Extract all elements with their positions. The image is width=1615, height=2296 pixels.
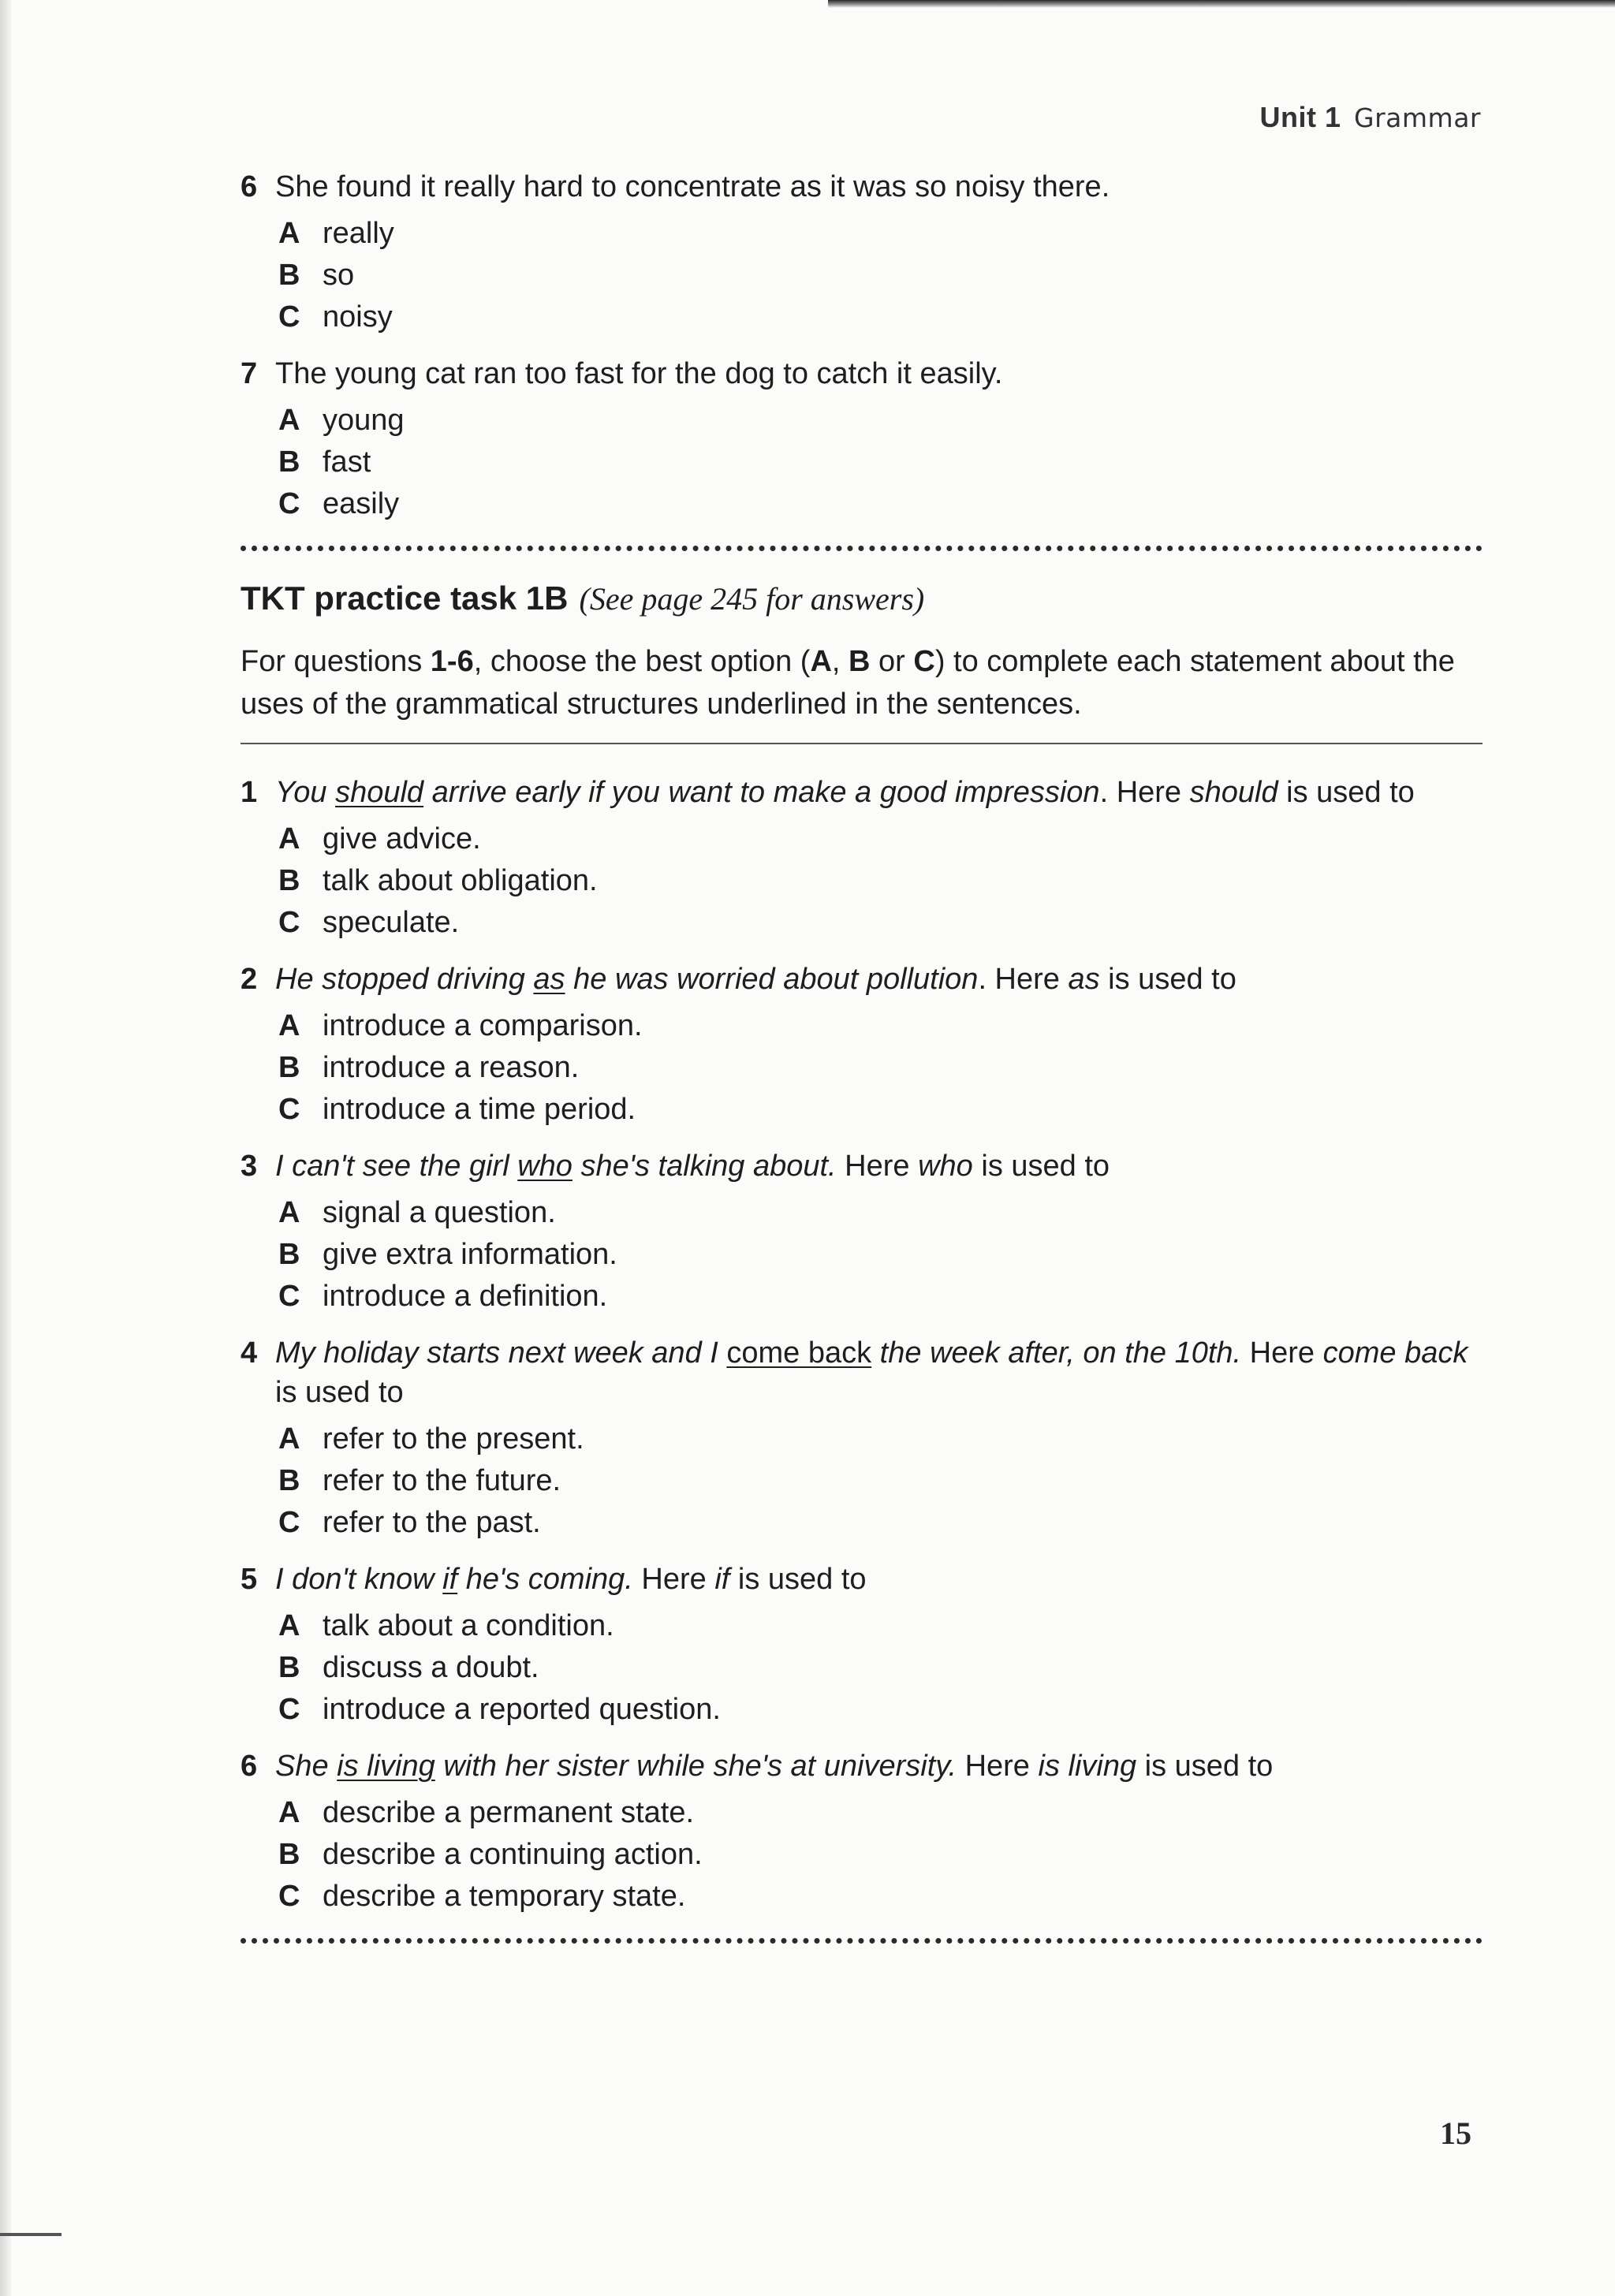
question-text <box>275 773 1483 812</box>
question-stem <box>241 1146 1483 1186</box>
question-text-segment: is living <box>1038 1750 1137 1783</box>
question-number: 3 <box>241 1150 258 1183</box>
option-item <box>278 1689 1483 1731</box>
question-text-segment: he was worried about pollution <box>565 963 979 996</box>
option-text: noisy <box>323 300 393 334</box>
option-letter: C <box>278 300 300 334</box>
horizontal-rule <box>241 743 1483 744</box>
question-block <box>241 1333 1483 1544</box>
option-letter: C <box>278 487 300 520</box>
question-text-segment: I can't see the girl <box>275 1150 518 1183</box>
option-item <box>278 1460 1483 1502</box>
underlined-structure: who <box>517 1150 573 1183</box>
option-item <box>278 400 1483 442</box>
task-instructions <box>241 640 1483 725</box>
option-letter: B <box>278 1838 300 1871</box>
option-letter: B <box>278 1464 300 1497</box>
option-text: talk about a condition. <box>323 1609 614 1642</box>
question-text-segment: come back <box>1322 1336 1468 1370</box>
option-text: refer to the future. <box>323 1464 561 1497</box>
option-item <box>278 1005 1483 1047</box>
question-text-segment: is used to <box>275 1376 404 1409</box>
underlined-structure: come back <box>726 1336 872 1370</box>
question-text-segment: I don't know <box>275 1563 443 1596</box>
question-text-segment: should <box>1189 776 1278 809</box>
question-text-segment: is used to <box>1277 776 1415 809</box>
option-item <box>278 1792 1483 1834</box>
task-heading <box>241 576 1483 621</box>
option-letter: A <box>278 1196 300 1229</box>
question-text-segment: who <box>918 1150 973 1183</box>
option-text: give extra information. <box>323 1238 617 1271</box>
option-letter: A <box>278 822 300 855</box>
option-text: describe a temporary state. <box>323 1880 686 1913</box>
option-text: introduce a time period. <box>323 1093 636 1126</box>
question-text-segment: with her sister while she's at university. <box>435 1750 957 1783</box>
question-text <box>275 1560 1483 1599</box>
question-stem <box>241 167 1483 207</box>
underlined-structure: if <box>442 1563 458 1596</box>
question-block <box>241 1560 1483 1731</box>
instr-bold: A <box>810 645 832 678</box>
option-letter: A <box>278 404 300 437</box>
question-text-segment: Here <box>1241 1336 1323 1370</box>
question-text-segment: if <box>714 1563 730 1596</box>
task-question-list <box>241 773 1483 1918</box>
option-letter: A <box>278 1422 300 1456</box>
option-text: introduce a definition. <box>323 1280 608 1313</box>
option-text: fast <box>323 445 371 479</box>
question-text-segment: He stopped driving <box>275 963 534 996</box>
option-item <box>278 1234 1483 1276</box>
option-letter: A <box>278 1796 300 1829</box>
question-text: The young cat ran too fast for the dog to catch it easily. <box>275 357 1003 390</box>
question-text-segment: arrive early if you want to make a good impression <box>423 776 1100 809</box>
option-text: speculate. <box>323 906 460 939</box>
option-letter: B <box>278 1651 300 1684</box>
option-text: refer to the present. <box>323 1422 584 1456</box>
instr-text: or <box>870 645 914 678</box>
instr-text: ) to complete each statement about the uses of the grammatical structures underlined in the sentences. <box>241 645 1455 721</box>
question-text-segment: Here <box>957 1750 1039 1783</box>
question-block <box>241 354 1483 525</box>
question-number: 2 <box>241 963 258 996</box>
option-list <box>278 1005 1483 1131</box>
question-number: 6 <box>241 1750 258 1783</box>
question-text <box>275 960 1483 999</box>
option-letter: A <box>278 217 300 250</box>
option-text: talk about obligation. <box>323 864 598 897</box>
question-stem <box>241 1746 1483 1786</box>
question-text-segment: . Here <box>1099 776 1190 809</box>
question-text <box>275 1333 1483 1412</box>
option-text: introduce a comparison. <box>323 1009 643 1042</box>
option-item <box>278 818 1483 860</box>
scan-bottom-mark <box>0 2233 62 2236</box>
option-item <box>278 1276 1483 1318</box>
underlined-structure: as <box>533 963 565 996</box>
running-head-unit: Unit 1 <box>1259 101 1341 133</box>
question-block <box>241 1146 1483 1318</box>
option-item <box>278 1876 1483 1918</box>
option-text: easily <box>323 487 400 520</box>
instr-text: , choose the best option ( <box>473 645 811 678</box>
option-text: so <box>323 259 355 292</box>
option-item <box>278 1192 1483 1234</box>
option-item <box>278 1047 1483 1089</box>
option-letter: B <box>278 864 300 897</box>
question-number: 5 <box>241 1563 258 1596</box>
content <box>241 167 1483 1969</box>
option-text: discuss a doubt. <box>323 1651 539 1684</box>
option-letter: B <box>278 1238 300 1271</box>
instr-text: , <box>831 645 849 678</box>
running-head-section: Grammar <box>1354 102 1481 133</box>
instr-bold: C <box>913 645 935 678</box>
option-item <box>278 296 1483 338</box>
option-text: describe a permanent state. <box>323 1796 695 1829</box>
question-text-segment: She <box>275 1750 338 1783</box>
question-text: She found it really hard to concentrate as it was so noisy there. <box>275 170 1110 203</box>
instr-bold: 1-6 <box>430 645 474 678</box>
question-number: 4 <box>241 1336 258 1370</box>
question-text-segment: Here <box>836 1150 919 1183</box>
question-stem <box>241 1560 1483 1599</box>
option-list <box>278 1192 1483 1318</box>
option-letter: B <box>278 1051 300 1084</box>
option-item <box>278 442 1483 483</box>
task-title: TKT practice task 1B <box>241 580 569 617</box>
option-letter: A <box>278 1009 300 1042</box>
option-text: young <box>323 404 405 437</box>
option-letter: C <box>278 1693 300 1726</box>
option-letter: C <box>278 1280 300 1313</box>
option-text: introduce a reported question. <box>323 1693 721 1726</box>
question-text-segment: Here <box>632 1563 715 1596</box>
option-letter: C <box>278 1880 300 1913</box>
option-item <box>278 860 1483 902</box>
option-letter: B <box>278 259 300 292</box>
question-block <box>241 960 1483 1131</box>
question-text-segment: she's talking about. <box>572 1150 837 1183</box>
page-number: 15 <box>1440 2115 1471 2151</box>
option-list <box>278 1792 1483 1918</box>
option-list <box>278 400 1483 525</box>
option-text: really <box>323 217 394 250</box>
option-list <box>278 1605 1483 1731</box>
question-stem <box>241 960 1483 999</box>
question-text-segment: is used to <box>1136 1750 1274 1783</box>
option-text: introduce a reason. <box>323 1051 580 1084</box>
question-text <box>275 1146 1483 1186</box>
task-answers-note: (See page 245 for answers) <box>579 581 925 617</box>
question-text-segment: as <box>1068 963 1100 996</box>
question-block <box>241 1746 1483 1918</box>
option-list <box>278 1418 1483 1544</box>
question-text-segment: is used to <box>972 1150 1110 1183</box>
question-stem <box>241 773 1483 812</box>
option-text: refer to the past. <box>323 1506 541 1539</box>
option-list <box>278 818 1483 944</box>
dotted-divider <box>241 1938 1483 1944</box>
option-item <box>278 483 1483 525</box>
question-text-segment: My holiday starts next week and I <box>275 1336 727 1370</box>
question-text-segment: is used to <box>1099 963 1236 996</box>
option-item <box>278 1418 1483 1460</box>
option-letter: C <box>278 906 300 939</box>
instr-text: For questions <box>241 645 431 678</box>
option-letter: C <box>278 1093 300 1126</box>
dotted-divider <box>241 546 1483 551</box>
instr-bold: B <box>849 645 871 678</box>
option-letter: A <box>278 1609 300 1642</box>
option-list <box>278 213 1483 338</box>
option-item <box>278 213 1483 255</box>
question-text-segment: is used to <box>729 1563 867 1596</box>
option-item <box>278 1089 1483 1131</box>
option-item <box>278 902 1483 944</box>
question-block <box>241 167 1483 338</box>
question-text-segment: You <box>275 776 336 809</box>
question-number: 6 <box>241 170 258 203</box>
option-letter: B <box>278 445 300 479</box>
option-letter: C <box>278 1506 300 1539</box>
scan-left-edge <box>0 0 11 2296</box>
question-stem <box>241 354 1483 393</box>
question-block <box>241 773 1483 944</box>
running-head <box>1260 101 1481 134</box>
option-item <box>278 255 1483 296</box>
option-text: describe a continuing action. <box>323 1838 703 1871</box>
scan-top-edge <box>828 0 1615 8</box>
question-stem <box>241 1333 1483 1412</box>
option-text: signal a question. <box>323 1196 556 1229</box>
question-text-segment: he's coming. <box>457 1563 633 1596</box>
option-item <box>278 1502 1483 1544</box>
question-text-segment: . Here <box>978 963 1069 996</box>
question-text-segment: the week after, on the 10th. <box>871 1336 1242 1370</box>
question-text <box>275 1746 1483 1786</box>
underlined-structure: should <box>335 776 424 809</box>
underlined-structure: is living <box>337 1750 435 1783</box>
question-number: 7 <box>241 357 258 390</box>
option-item <box>278 1834 1483 1876</box>
question-number: 1 <box>241 776 258 809</box>
option-item <box>278 1605 1483 1647</box>
option-item <box>278 1647 1483 1689</box>
option-text: give advice. <box>323 822 481 855</box>
